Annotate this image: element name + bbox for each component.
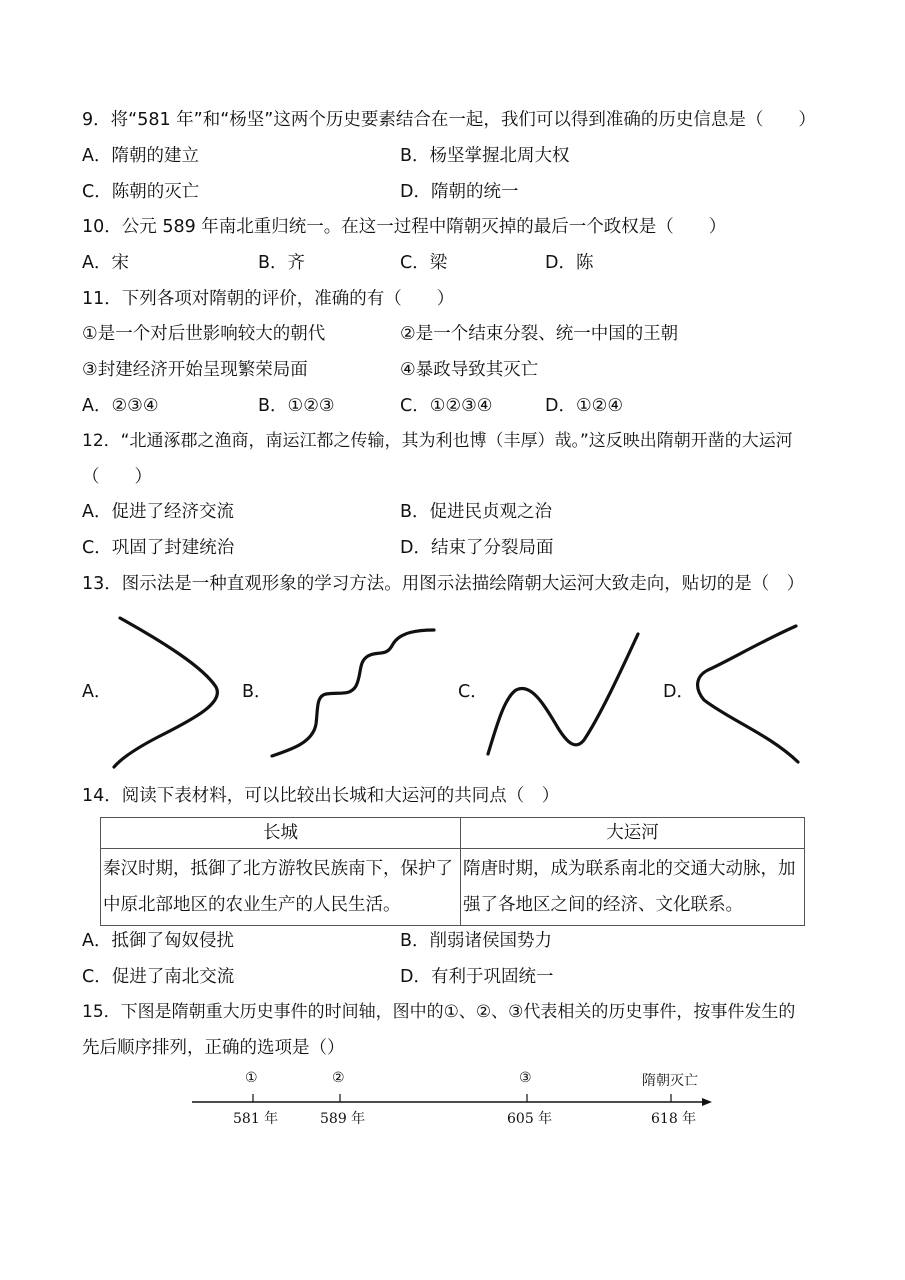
q13-option-b-label: B．: [242, 682, 272, 702]
q12-option-b: B．促进民贞观之治: [400, 502, 553, 522]
timeline-event-sui-fall: 隋朝灭亡: [642, 1073, 698, 1089]
q13-option-d-label: D．: [663, 682, 694, 702]
q11-item-1: ①是一个对后世影响较大的朝代: [82, 324, 326, 344]
q10-option-c: C．梁: [400, 253, 448, 273]
timeline-event-3: ③: [519, 1070, 532, 1086]
q10-option-a: A．宋: [82, 253, 129, 273]
timeline-year-618: 618 年: [651, 1111, 697, 1127]
q15-stem-line2: 先后顺序排列，正确的选项是（）: [82, 1038, 345, 1058]
q14-option-b: B．削弱诸侯国势力: [400, 931, 553, 951]
q11-option-a: A．②③④: [82, 396, 159, 416]
timeline-event-2: ②: [332, 1070, 345, 1086]
q12-stem-line2: （ ）: [82, 467, 152, 487]
timeline-event-1: ①: [245, 1070, 258, 1086]
timeline-year-589: 589 年: [320, 1111, 366, 1127]
q14-stem: 14．阅读下表材料，可以比较出长城和大运河的共同点（ ）: [82, 786, 560, 806]
q10-option-d: D．陈: [545, 253, 594, 273]
table-cell-great-wall: 秦汉时期，抵御了北方游牧民族南下，保护了中原北部地区的农业生产的人民生活。: [101, 849, 461, 926]
q11-stem: 11．下列各项对隋朝的评价，准确的有（ ）: [82, 289, 455, 309]
q9-option-a: A．隋朝的建立: [82, 146, 199, 166]
q14-option-c: C．促进了南北交流: [82, 967, 235, 987]
q10-stem: 10．公元 589 年南北重归统一。在这一过程中隋朝灭掉的最后一个政权是（ ）: [82, 217, 727, 237]
q9-option-d: D．隋朝的统一: [400, 182, 519, 202]
q13-option-a-curve: [108, 612, 228, 772]
q13-option-b-curve: [268, 624, 440, 764]
q13-stem: 13．图示法是一种直观形象的学习方法。用图示法描绘隋朝大运河大致走向，贴切的是（ ）: [82, 574, 805, 594]
q12-option-c: C．巩固了封建统治: [82, 538, 235, 558]
q11-option-d: D．①②④: [545, 396, 624, 416]
q11-option-b: B．①②③: [258, 396, 335, 416]
timeline-year-581: 581 年: [233, 1111, 279, 1127]
q13-option-a-label: A．: [82, 682, 112, 702]
q11-item-4: ④暴政导致其灭亡: [400, 360, 539, 380]
q15-stem-line1: 15．下图是隋朝重大历史事件的时间轴，图中的①、②、③代表相关的历史事件，按事件发生的: [82, 1002, 796, 1022]
q13-option-c-label: C．: [458, 682, 488, 702]
q11-option-c: C．①②③④: [400, 396, 493, 416]
q12-option-a: A．促进了经济交流: [82, 502, 234, 522]
q14-option-a: A．抵御了匈奴侵扰: [82, 931, 234, 951]
q9-option-c: C．陈朝的灭亡: [82, 182, 200, 202]
q14-comparison-table: [100, 817, 805, 926]
q12-stem-line1: 12．“北通涿郡之渔商，南运江都之传输，其为利也博（丰厚）哉。”这反映出隋朝开凿的大运河: [82, 431, 793, 451]
q9-option-b: B．杨坚掌握北周大权: [400, 146, 570, 166]
timeline-year-605: 605 年: [507, 1111, 553, 1127]
table-cell-grand-canal: 隋唐时期，成为联系南北的交通大动脉，加强了各地区之间的经济、文化联系。: [461, 849, 805, 926]
q12-option-d: D．结束了分裂局面: [400, 538, 554, 558]
q13-option-c-curve: [484, 628, 644, 768]
q13-option-d-curve: [690, 620, 805, 768]
table-header-great-wall: 长城: [101, 818, 461, 849]
q11-item-2: ②是一个结束分裂、统一中国的王朝: [400, 324, 679, 344]
q10-option-b: B．齐: [258, 253, 306, 273]
q14-option-d: D．有利于巩固统一: [400, 967, 554, 987]
table-header-grand-canal: 大运河: [461, 818, 805, 849]
q11-item-3: ③封建经济开始呈现繁荣局面: [82, 360, 308, 380]
q9-stem: 9．将“581 年”和“杨坚”这两个历史要素结合在一起，我们可以得到准确的历史信息是（ ）: [82, 110, 816, 130]
